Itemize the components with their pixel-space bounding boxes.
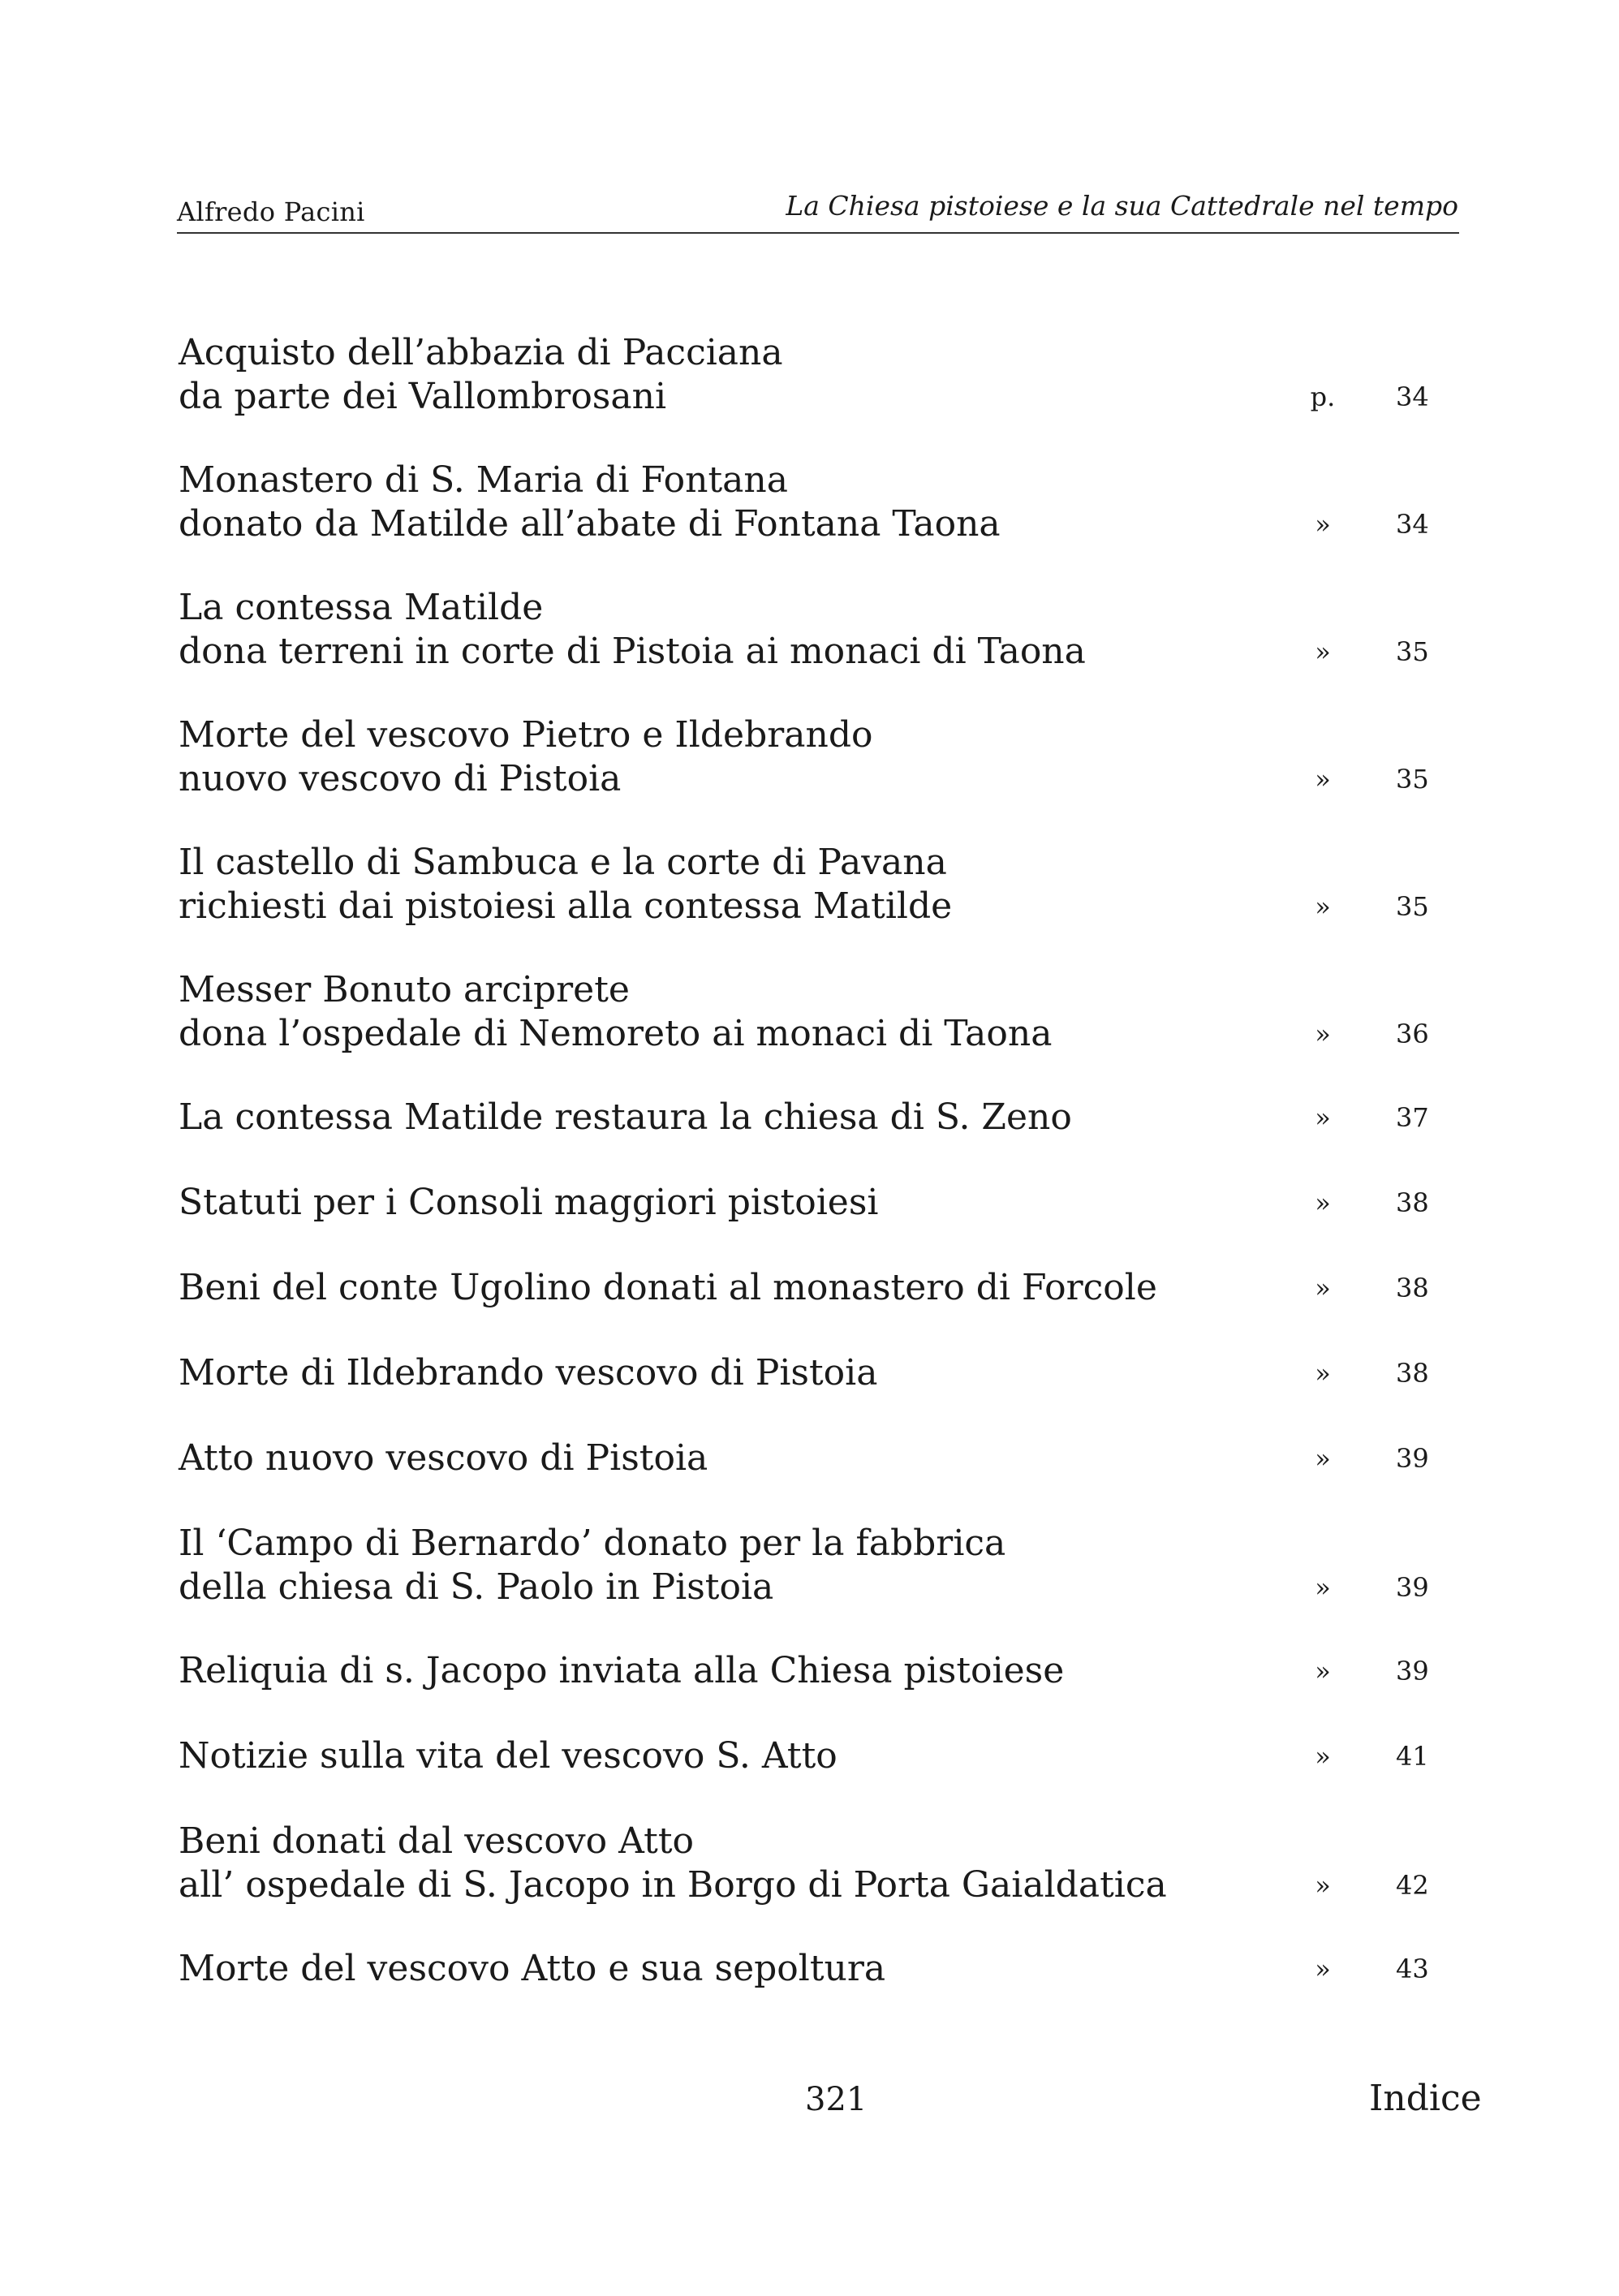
toc-entry-line: dona terreni in corte di Pistoia ai monaci di Taona (179, 631, 1086, 672)
toc-entry-page-number: 34 (1396, 509, 1429, 540)
toc-entry-marker: » (1315, 1954, 1331, 1984)
toc-entry-marker: » (1315, 1741, 1331, 1772)
toc-entry-page-number: 35 (1396, 636, 1429, 667)
running-header-author: Alfredo Pacini (177, 196, 365, 227)
toc-entry-title (179, 1734, 1274, 1778)
toc-entry-page-number: 41 (1396, 1741, 1429, 1772)
toc-entry-title (179, 1266, 1274, 1310)
toc-entry-marker: » (1315, 1187, 1331, 1218)
toc-entry-title (179, 1437, 1274, 1480)
toc-entry-page-number: 39 (1396, 1443, 1429, 1474)
toc-entry-marker: » (1315, 1870, 1331, 1901)
toc-entry-title (179, 968, 1274, 1056)
toc-entry-marker: » (1315, 891, 1331, 922)
toc-entry-title (179, 1820, 1274, 1907)
toc-entry-page-number: 37 (1396, 1102, 1429, 1133)
toc-entry-title (179, 1947, 1274, 1991)
section-label: Indice (1369, 2078, 1482, 2119)
toc-entry-line: Beni donati dal vescovo Atto (179, 1820, 694, 1862)
toc-entry-page-number: 38 (1396, 1187, 1429, 1218)
toc-entry-marker: p. (1310, 381, 1336, 412)
toc-entry-title (179, 459, 1274, 546)
toc-entry-title (179, 1649, 1274, 1693)
toc-entry-line: richiesti dai pistoiesi alla contessa Matilde (179, 885, 953, 927)
toc-entry-line: Morte di Ildebrando vescovo di Pistoia (179, 1352, 878, 1394)
toc-entry-page-number: 38 (1396, 1358, 1429, 1389)
toc-entry-title (179, 586, 1274, 674)
toc-entry-line: Monastero di S. Maria di Fontana (179, 459, 788, 501)
toc-entry-marker: » (1315, 1358, 1331, 1389)
toc-entry-line: La contessa Matilde (179, 587, 544, 628)
toc-entry-title (179, 1522, 1274, 1609)
toc-entry-title (179, 1181, 1274, 1225)
toc-entry-line: all’ ospedale di S. Jacopo in Borgo di Porta Gaialdatica (179, 1864, 1167, 1906)
toc-entry-line: Notizie sulla vita del vescovo S. Atto (179, 1735, 837, 1777)
toc-entry-page-number: 42 (1396, 1870, 1429, 1901)
toc-entry-marker: » (1315, 1656, 1331, 1686)
toc-entry-line: Reliquia di s. Jacopo inviata alla Chiesa pistoiese (179, 1650, 1065, 1691)
toc-entry-title (179, 1096, 1274, 1139)
toc-entry-line: nuovo vescovo di Pistoia (179, 758, 622, 799)
toc-entry-page-number: 34 (1396, 381, 1429, 412)
toc-entry-page-number: 35 (1396, 764, 1429, 795)
toc-entry-line: Acquisto dell’abbazia di Pacciana (179, 332, 783, 373)
toc-entry-title (179, 1351, 1274, 1395)
toc-entry-page-number: 35 (1396, 891, 1429, 922)
toc-entry-marker: » (1315, 1102, 1331, 1133)
toc-entry-marker: » (1315, 1572, 1331, 1603)
toc-entry-line: Atto nuovo vescovo di Pistoia (179, 1437, 708, 1479)
toc-entry-title (179, 841, 1274, 928)
toc-entry-line: Morte del vescovo Atto e sua sepoltura (179, 1948, 886, 1989)
toc-entry-marker: » (1315, 764, 1331, 795)
running-header-title: La Chiesa pistoiese e la sua Cattedrale nel tempo (786, 190, 1458, 222)
toc-entry-line: Beni del conte Ugolino donati al monastero di Forcole (179, 1267, 1157, 1308)
toc-entry-line: da parte dei Vallombrosani (179, 376, 667, 417)
toc-entry-marker: » (1315, 636, 1331, 667)
toc-entry-page-number: 43 (1396, 1954, 1429, 1984)
toc-entry-line: Morte del vescovo Pietro e Ildebrando (179, 714, 873, 756)
toc-entry-line: donato da Matilde all’abate di Fontana Taona (179, 503, 1001, 545)
toc-entry-marker: » (1315, 1273, 1331, 1303)
toc-entry-page-number: 39 (1396, 1572, 1429, 1603)
toc-entry-line: Il ‘Campo di Bernardo’ donato per la fabbrica (179, 1523, 1006, 1564)
toc-entry-page-number: 39 (1396, 1656, 1429, 1686)
toc-entry-line: Statuti per i Consoli maggiori pistoiesi (179, 1182, 879, 1223)
toc-entry-line: della chiesa di S. Paolo in Pistoia (179, 1566, 774, 1608)
toc-entry-line: Messer Bonuto arciprete (179, 969, 630, 1010)
toc-entry-page-number: 36 (1396, 1019, 1429, 1049)
toc-entry-page-number: 38 (1396, 1273, 1429, 1303)
toc-entry-line: Il castello di Sambuca e la corte di Pavana (179, 842, 947, 883)
header-divider (177, 232, 1459, 234)
toc-entry-marker: » (1315, 1019, 1331, 1049)
toc-entry-line: La contessa Matilde restaura la chiesa di S. Zeno (179, 1096, 1072, 1138)
toc-entry-line: dona l’ospedale di Nemoreto ai monaci di Taona (179, 1013, 1053, 1054)
toc-entry-marker: » (1315, 509, 1331, 540)
toc-entry-title (179, 331, 1274, 419)
page-number: 321 (805, 2081, 868, 2118)
toc-entry-title (179, 713, 1274, 801)
toc-entry-marker: » (1315, 1443, 1331, 1474)
